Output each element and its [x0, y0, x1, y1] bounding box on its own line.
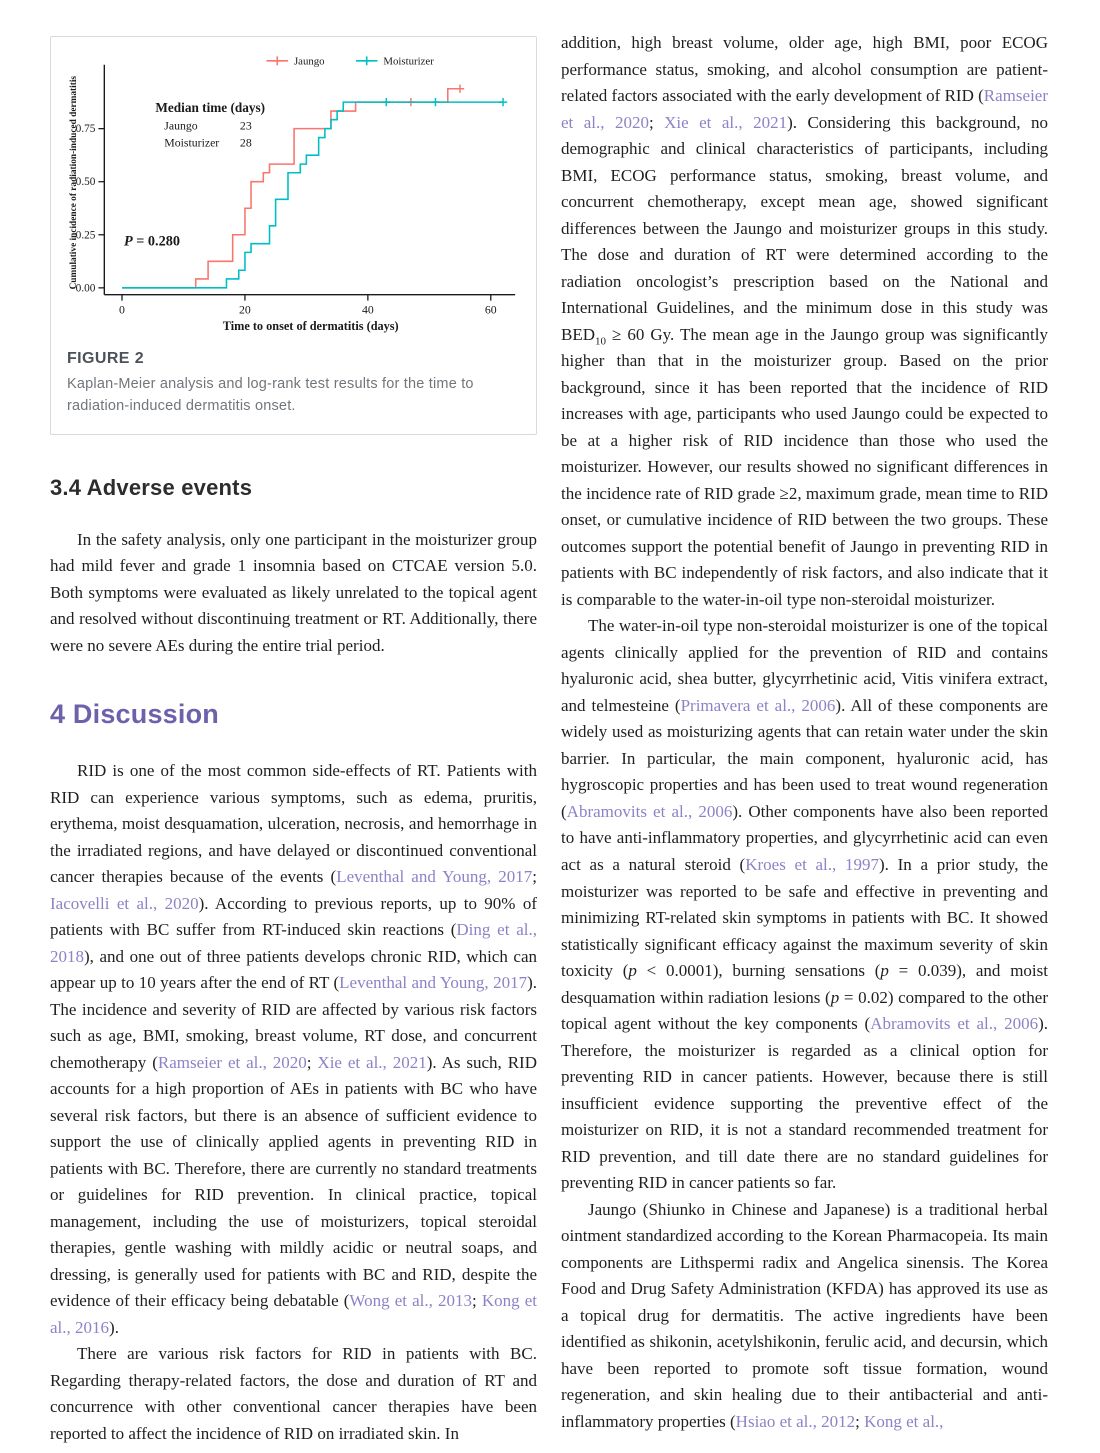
italic-text: p: [830, 987, 840, 1007]
annotation-median-time: [155, 100, 265, 149]
citation-link[interactable]: Kroes et al., 1997: [745, 854, 879, 874]
svg-text:Jaungo: Jaungo: [293, 55, 325, 68]
section-heading-adverse-events: 3.4 Adverse events: [50, 474, 253, 500]
svg-text:0: 0: [119, 302, 125, 317]
subscript-text: 10: [595, 335, 606, 348]
svg-text:Median time (days): Median time (days): [155, 99, 266, 115]
y-axis-label: Cumulative incidence of radiation-induced dermatitis: [68, 75, 79, 290]
citation-link[interactable]: Primavera et al., 2006: [680, 695, 836, 715]
citation-link[interactable]: Hsiao et al., 2012: [735, 1411, 856, 1431]
paragraph-continuation: addition, high breast volume, older age, high BMI, poor ECOG performance status, smoking, and alcohol consumption are patient-related factors associated with the early development of RID (Ramseier et al., 2020; Xie et al., 2021). Considering this background, no demographic and clinical characteristics of participants, including BMI, ECOG performance status, smoking, breast volume, and concurrent chemotherapy, except mean age, showed significant differences between the Jaungo and moisturizer groups in this study. The dose and duration of RT were determined according to the radiation oncologist’s prescription based on the National and International Guidelines, and the minimum dose in this study was $BED_{10} \ge 60$ Gy. The mean age in the Jaungo group was significantly higher than that in the moisturizer group. Based on the prior background, since it has been reported that the incidence of RID increases with age, participants who used Jaungo could be expected to be at a higher risk of RID incidence than those who used the moisturizer. However, our results showed no significant differences in the incidence rate of RID grade ≥2, maximum grade, mean time to RID onset, or cumulative incidence of RID between the two groups. These outcomes support the potential benefit of Jaungo in preventing RID in patients with BC independently of risk factors, and also indicate that it is comparable to the water-in-oil type non-steroidal moisturizer.: [561, 33, 1048, 609]
legend-item-moisturizer: [356, 56, 434, 68]
citation-link[interactable]: Leventhal and Young, 2017: [339, 973, 528, 993]
figure-caption-label: FIGURE 2: [67, 350, 144, 367]
citation-link[interactable]: Kong et al., 2016: [50, 1291, 537, 1337]
km-plot-svg: [65, 51, 522, 336]
citation-link[interactable]: Wong et al., 2013: [349, 1291, 472, 1311]
km-chart: [65, 51, 522, 336]
right-column: [561, 30, 1048, 1453]
left-column: [50, 30, 537, 1453]
italic-text: p: [880, 961, 889, 981]
svg-text:60: 60: [484, 302, 497, 317]
legend-item-jaungo: [266, 56, 324, 68]
citation-link[interactable]: Xie et al., 2021: [664, 112, 788, 132]
section-heading-discussion: 4 Discussion: [50, 699, 219, 730]
citation-link[interactable]: Xie et al., 2021: [317, 1052, 427, 1072]
paragraph-discussion-2: There are various risk factors for RID in patients with BC. Regarding therapy-related factors, the dose and duration of RT and concurrence with other conventional cancer therapies have been reported to affect the incidence of RID on irradiated skin. In: [50, 1344, 537, 1443]
svg-text:40: 40: [361, 302, 374, 317]
svg-text:Moisturizer: Moisturizer: [383, 55, 434, 68]
svg-text:Moisturizer: Moisturizer: [164, 135, 220, 150]
paragraph-jaungo: Jaungo (Shiunko in Chinese and Japanese) is a traditional herbal ointment standardized according to the Korean Pharmacopeia. Its main components are Lithspermi radix and Angelica sinensis. The Korea Food and Drug Safety Administration (KFDA) has approved its use as a topical drug for dermatitis. The active ingredients have been identified as shikonin, acetylshikonin, ferulic acid, and decursin, which have been reported to promote soft tissue formation, wound regeneration, and skin healing due to their antibacterial and anti-inflammatory properties (Hsiao et al., 2012; Kong et al.,: [561, 1199, 1048, 1431]
paragraph-adverse-events: In the safety analysis, only one participant in the moisturizer group had mild fever and grade 1 insomnia based on CTCAE version 5.0. Both symptoms were evaluated as likely unrelated to the topical agent and resolved without discontinuing treatment or RT. Additionally, there were no severe AEs during the entire trial period.: [50, 529, 537, 655]
citation-link[interactable]: Abramovits et al., 2006: [870, 1014, 1039, 1034]
annotation-p-value: P = 0.280: [123, 233, 181, 250]
figure-panel: [50, 36, 537, 435]
svg-text:28: 28: [239, 135, 252, 150]
italic-text: p: [628, 961, 637, 981]
svg-text:Jaungo: Jaungo: [164, 118, 198, 133]
figure-caption-text: Kaplan-Meier analysis and log-rank test results for the time to radiation-induced dermatitis onset.: [67, 376, 474, 414]
paragraph-discussion-1: RID is one of the most common side-effects of RT. Patients with RID can experience various symptoms, such as edema, pruritis, erythema, moist desquamation, ulceration, necrosis, and hemorrhage in the irradiated regions, and have delayed or discontinued conventional cancer therapies because of the events (Leventhal and Young, 2017; Iacovelli et al., 2020). According to previous reports, up to 90% of patients with BC suffer from RT-induced skin reactions (Ding et al., 2018), and one out of three patients develops chronic RID, which can appear up to 10 years after the end of RT (Leventhal and Young, 2017). The incidence and severity of RID are affected by various risk factors such as age, BMI, smoking, breast volume, RT dose, and concurrent chemotherapy (Ramseier et al., 2020; Xie et al., 2021). As such, RID accounts for a high proportion of AEs in patients with BC who have several risk factors, but there is an absence of sufficient evidence to support the use of clinically applied agents in preventing RID in patients with BC. Therefore, there are currently no standard treatments or guidelines for RID prevention. In clinical practice, topical management, including the use of moisturizers, topical steroidal therapies, gentle washing with mildly acidic or neutral soaps, and dressing, is generally used for patients with BC and RID, despite the evidence of their efficacy being debatable (Wong et al., 2013; Kong et al., 2016).: [50, 761, 537, 1337]
citation-link[interactable]: Iacovelli et al., 2020: [50, 893, 199, 913]
citation-link[interactable]: Ramseier et al., 2020: [157, 1052, 307, 1072]
citation-link[interactable]: Ding et al., 2018: [50, 920, 537, 966]
citation-link[interactable]: Ramseier et al., 2020: [561, 86, 1048, 132]
series-jaungo-line: [122, 85, 464, 288]
legend: [266, 56, 434, 68]
x-axis-label: Time to onset of dermatitis (days): [222, 319, 399, 334]
svg-text:0.25: 0.25: [75, 229, 96, 242]
svg-text:0.75: 0.75: [75, 123, 96, 136]
figure-caption: [65, 350, 522, 418]
citation-link[interactable]: Kong et al.,: [864, 1411, 944, 1431]
svg-text:23: 23: [239, 118, 252, 133]
svg-text:0.50: 0.50: [75, 176, 96, 189]
svg-text:0.00: 0.00: [75, 282, 96, 295]
paragraph-moisturizer: The water-in-oil type non-steroidal moisturizer is one of the topical agents clinically applied for the prevention of RID and contains hyaluronic acid, shea butter, glycyrrhetinic acid, Vitis vinifera extract, and telmesteine (Primavera et al., 2006). All of these components are widely used as moisturizing agents that can retain water under the skin barrier. In particular, the main component, hyaluronic acid, has hygroscopic properties and has been used to treat wound regeneration (Abramovits et al., 2006). Other components have also been reported to have anti-inflammatory properties, and glycyrrhetinic acid can even act as a natural steroid (Kroes et al., 1997). In a prior study, the moisturizer was reported to be safe and effective in preventing and minimizing RT-related skin symptoms in patients with BC. It showed statistically significant efficacy against the maximum severity of skin toxicity (p < 0.0001), burning sensations (p = 0.039), and moist desquamation within radiation lesions (p = 0.02) compared to the other topical agent without the key components (Abramovits et al., 2006). Therefore, the moisturizer is regarded as a clinical option for preventing RID in cancer patients. However, because there is still insufficient evidence supporting the preventive effect of the moisturizer on RID, it is not a standard recommended treatment for RID prevention, and till date there are no standard guidelines for preventing RID in cancer patients so far.: [561, 616, 1048, 1193]
citation-link[interactable]: Leventhal and Young, 2017: [336, 867, 533, 887]
svg-text:20: 20: [239, 302, 251, 317]
citation-link[interactable]: Abramovits et al., 2006: [566, 801, 733, 821]
